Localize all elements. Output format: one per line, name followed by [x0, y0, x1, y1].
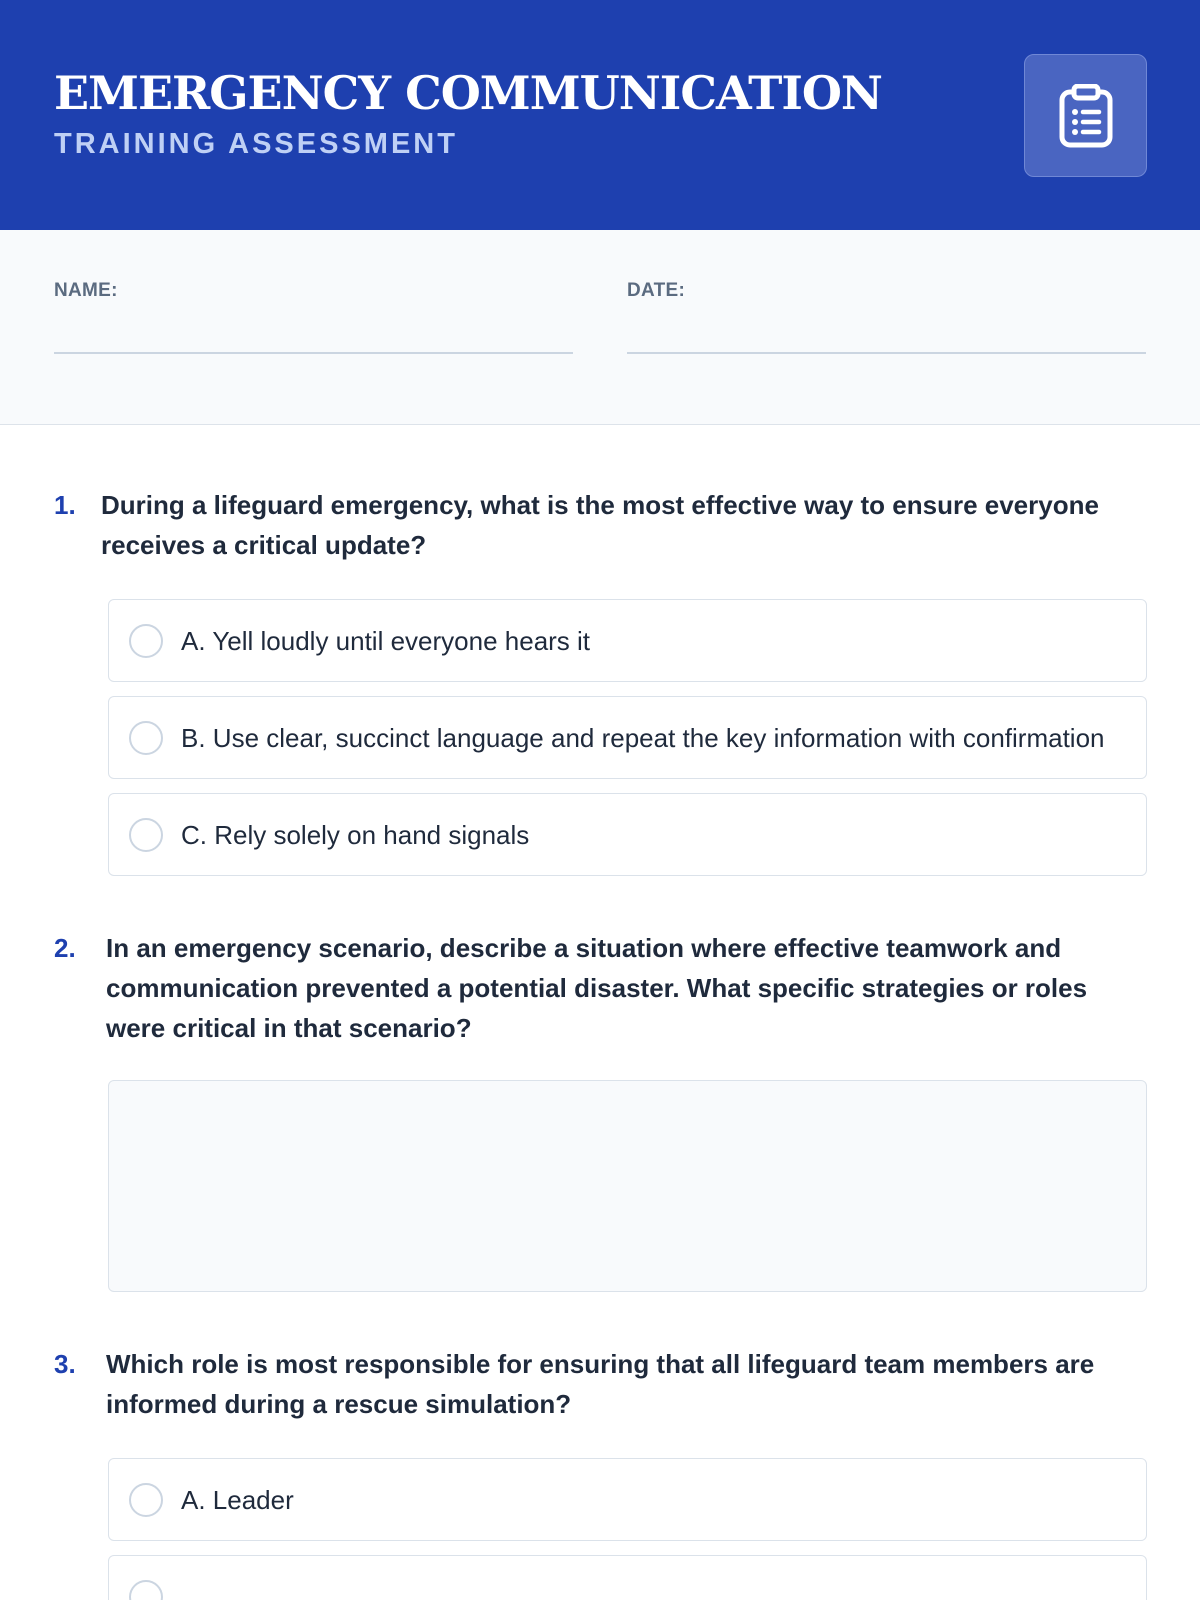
radio-button[interactable]	[129, 624, 163, 658]
question-1	[54, 485, 1147, 876]
question-2-header	[54, 928, 1147, 1048]
option-label: B. Use clear, succinct language and repeat the key information with confirmation	[181, 722, 1105, 753]
radio-button[interactable]	[129, 1580, 163, 1600]
clipboard-list-icon	[1058, 84, 1114, 148]
date-input-line[interactable]	[627, 352, 1146, 354]
question-number: 2.	[54, 933, 76, 963]
question-3	[54, 1344, 1147, 1600]
radio-button[interactable]	[129, 818, 163, 852]
date-field	[627, 280, 1146, 424]
question-3-header	[54, 1344, 1147, 1424]
questions-list	[0, 425, 1200, 1600]
name-field	[54, 280, 573, 424]
option-1c[interactable]	[108, 793, 1147, 876]
date-label: DATE:	[627, 280, 686, 301]
student-info-section	[0, 230, 1200, 425]
option-1a[interactable]	[108, 599, 1147, 682]
option-3b[interactable]	[108, 1555, 1147, 1600]
question-1-header	[54, 485, 1147, 565]
page-header	[0, 0, 1200, 230]
option-1b[interactable]	[108, 696, 1147, 779]
option-label: C. Rely solely on hand signals	[181, 819, 530, 850]
page-title: EMERGENCY COMMUNICATION	[54, 66, 882, 120]
name-label: NAME:	[54, 280, 118, 301]
question-text: Which role is most responsible for ensuring that all lifeguard team members are informed during a rescue simulation?	[106, 1349, 1095, 1419]
question-text: In an emergency scenario, describe a situation where effective teamwork and communication prevented a potential disaster. What specific strategies or roles were critical in that scenario?	[106, 933, 1088, 1043]
option-3a[interactable]	[108, 1458, 1147, 1541]
clipboard-icon-badge	[1024, 54, 1147, 177]
radio-button[interactable]	[129, 721, 163, 755]
question-3-options	[108, 1458, 1147, 1600]
option-label: A. Yell loudly until everyone hears it	[181, 625, 591, 656]
question-1-options	[108, 599, 1147, 876]
name-input-line[interactable]	[54, 352, 573, 354]
option-label: A. Leader	[181, 1484, 294, 1515]
question-text: During a lifeguard emergency, what is the most effective way to ensure everyone receives a critical update?	[101, 490, 1099, 560]
radio-button[interactable]	[129, 1483, 163, 1517]
question-number: 3.	[54, 1349, 76, 1379]
question-number: 1.	[54, 490, 76, 520]
page-subtitle: TRAINING ASSESSMENT	[54, 128, 458, 160]
answer-textarea[interactable]	[108, 1080, 1147, 1292]
question-2	[54, 928, 1147, 1292]
